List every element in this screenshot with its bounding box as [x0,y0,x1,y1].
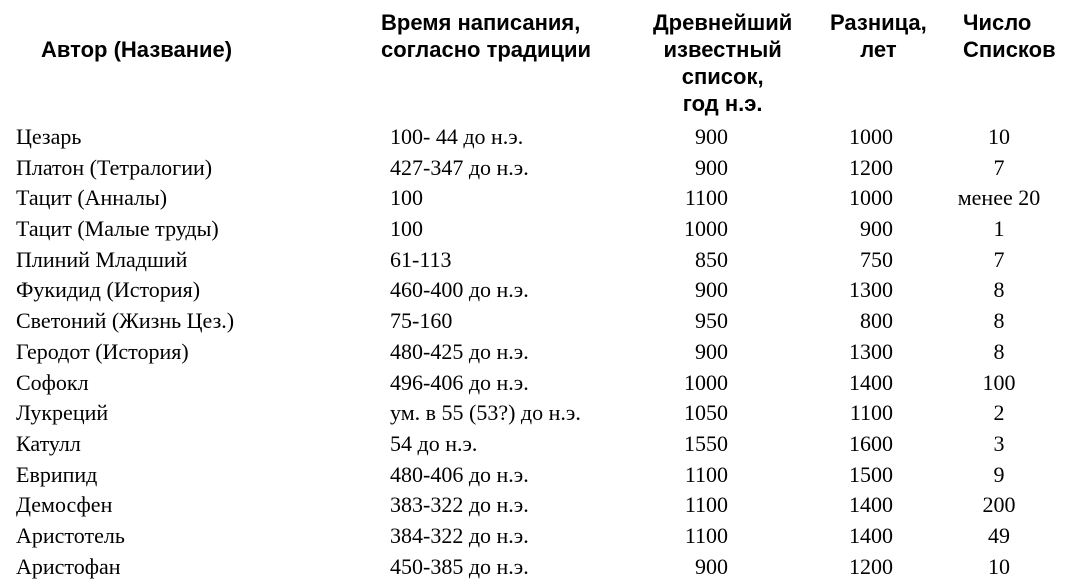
cell-copy-count: 2 [993,400,1005,426]
table-row [0,429,1084,460]
cell-copy-count: 3 [993,430,1005,456]
header-difference: Разница, лет [830,10,927,62]
table-row [0,521,1084,552]
cell-oldest-copy: 1100 [684,185,728,211]
cell-author: Лукреций [16,400,109,426]
cell-author: Аристотель [16,522,125,548]
cell-copy-count: 9 [993,461,1005,487]
cell-difference: 750 [860,246,893,272]
table-row [0,368,1084,399]
table-row [0,122,1084,153]
cell-oldest-copy: 1550 [684,430,728,456]
cell-difference: 1300 [849,277,893,303]
cell-difference: 1200 [849,553,893,579]
cell-author: Плиний Младший [16,246,188,272]
cell-oldest-copy: 1100 [684,522,728,548]
cell-time-of-writing: 450-385 до н.э. [390,553,529,579]
cell-copy-count: 8 [993,277,1005,303]
cell-author: Аристофан [16,553,121,579]
cell-author: Софокл [16,369,89,395]
header-oldest-copy: Древнейший известный список, год н.э. [653,10,793,116]
cell-author: Еврипид [16,461,98,487]
table-row [0,275,1084,306]
table-row [0,214,1084,245]
cell-copy-count: 7 [993,246,1005,272]
table-row [0,245,1084,276]
cell-copy-count: 10 [988,124,1010,149]
cell-copy-count: 1 [993,216,1005,242]
cell-copy-count: 8 [993,308,1005,334]
cell-copy-count: 7 [993,154,1005,180]
table-row [0,306,1084,337]
cell-author: Фукидид (История) [16,277,201,303]
cell-oldest-copy: 900 [695,553,728,579]
cell-time-of-writing: 100- 44 до н.э. [390,124,524,149]
cell-author: Светоний (Жизнь Цез.) [16,308,235,334]
table-row [0,490,1084,521]
table-row [0,337,1084,368]
table-row [0,552,1084,583]
cell-oldest-copy: 900 [695,338,728,364]
table-row [0,460,1084,491]
cell-time-of-writing: 61-113 [390,246,452,272]
table-body [0,122,1084,582]
cell-difference: 900 [860,216,893,242]
table-row [0,398,1084,429]
cell-oldest-copy: 1050 [684,400,728,426]
cell-difference: 1000 [849,185,893,211]
cell-author: Катулл [16,430,81,456]
cell-oldest-copy: 950 [695,308,728,334]
cell-time-of-writing: 460-400 до н.э. [390,277,529,303]
cell-difference: 1300 [849,338,893,364]
cell-time-of-writing: 100 [390,216,423,242]
cell-time-of-writing: 54 до н.э. [390,430,478,456]
table-row [0,153,1084,184]
cell-time-of-writing: 75-160 [390,308,453,334]
cell-difference: 1500 [849,461,893,487]
cell-time-of-writing: 384-322 до н.э. [390,522,529,548]
cell-copy-count: 100 [982,369,1016,395]
header-copy-count: Число Списков [963,10,1056,62]
cell-author: Тацит (Малые труды) [16,216,219,242]
cell-copy-count: 10 [988,553,1010,579]
cell-difference: 1400 [849,369,893,395]
cell-time-of-writing: ум. в 55 (53?) до н.э. [390,400,581,426]
cell-author: Цезарь [16,124,82,149]
cell-difference: 1100 [849,400,893,426]
cell-time-of-writing: 100 [390,185,423,211]
cell-oldest-copy: 900 [695,154,728,180]
cell-time-of-writing: 496-406 до н.э. [390,369,529,395]
cell-oldest-copy: 1100 [684,492,728,518]
cell-difference: 1400 [849,492,893,518]
cell-time-of-writing: 427-347 до н.э. [390,154,529,180]
cell-copy-count: 200 [982,492,1016,518]
cell-oldest-copy: 900 [695,277,728,303]
cell-time-of-writing: 480-425 до н.э. [390,338,529,364]
cell-difference: 1600 [849,430,893,456]
cell-difference: 1400 [849,522,893,548]
cell-oldest-copy: 850 [695,246,728,272]
cell-difference: 800 [860,308,893,334]
header-author: Автор (Название) [41,37,233,62]
cell-copy-count: 8 [993,338,1005,364]
header-time-of-writing: Время написания, согласно традиции [381,10,592,62]
cell-time-of-writing: 383-322 до н.э. [390,492,529,518]
cell-author: Геродот (История) [16,338,189,364]
cell-copy-count: менее 20 [957,185,1041,211]
table-row [0,183,1084,214]
cell-difference: 1200 [849,154,893,180]
cell-difference: 1000 [849,124,893,149]
cell-oldest-copy: 1000 [684,369,728,395]
cell-author: Тацит (Анналы) [16,185,168,211]
cell-oldest-copy: 1100 [684,461,728,487]
cell-time-of-writing: 480-406 до н.э. [390,461,529,487]
cell-author: Демосфен [16,492,113,518]
cell-copy-count: 49 [988,522,1010,548]
cell-oldest-copy: 1000 [684,216,728,242]
cell-oldest-copy: 900 [695,124,728,149]
cell-author: Платон (Тетралогии) [16,154,213,180]
